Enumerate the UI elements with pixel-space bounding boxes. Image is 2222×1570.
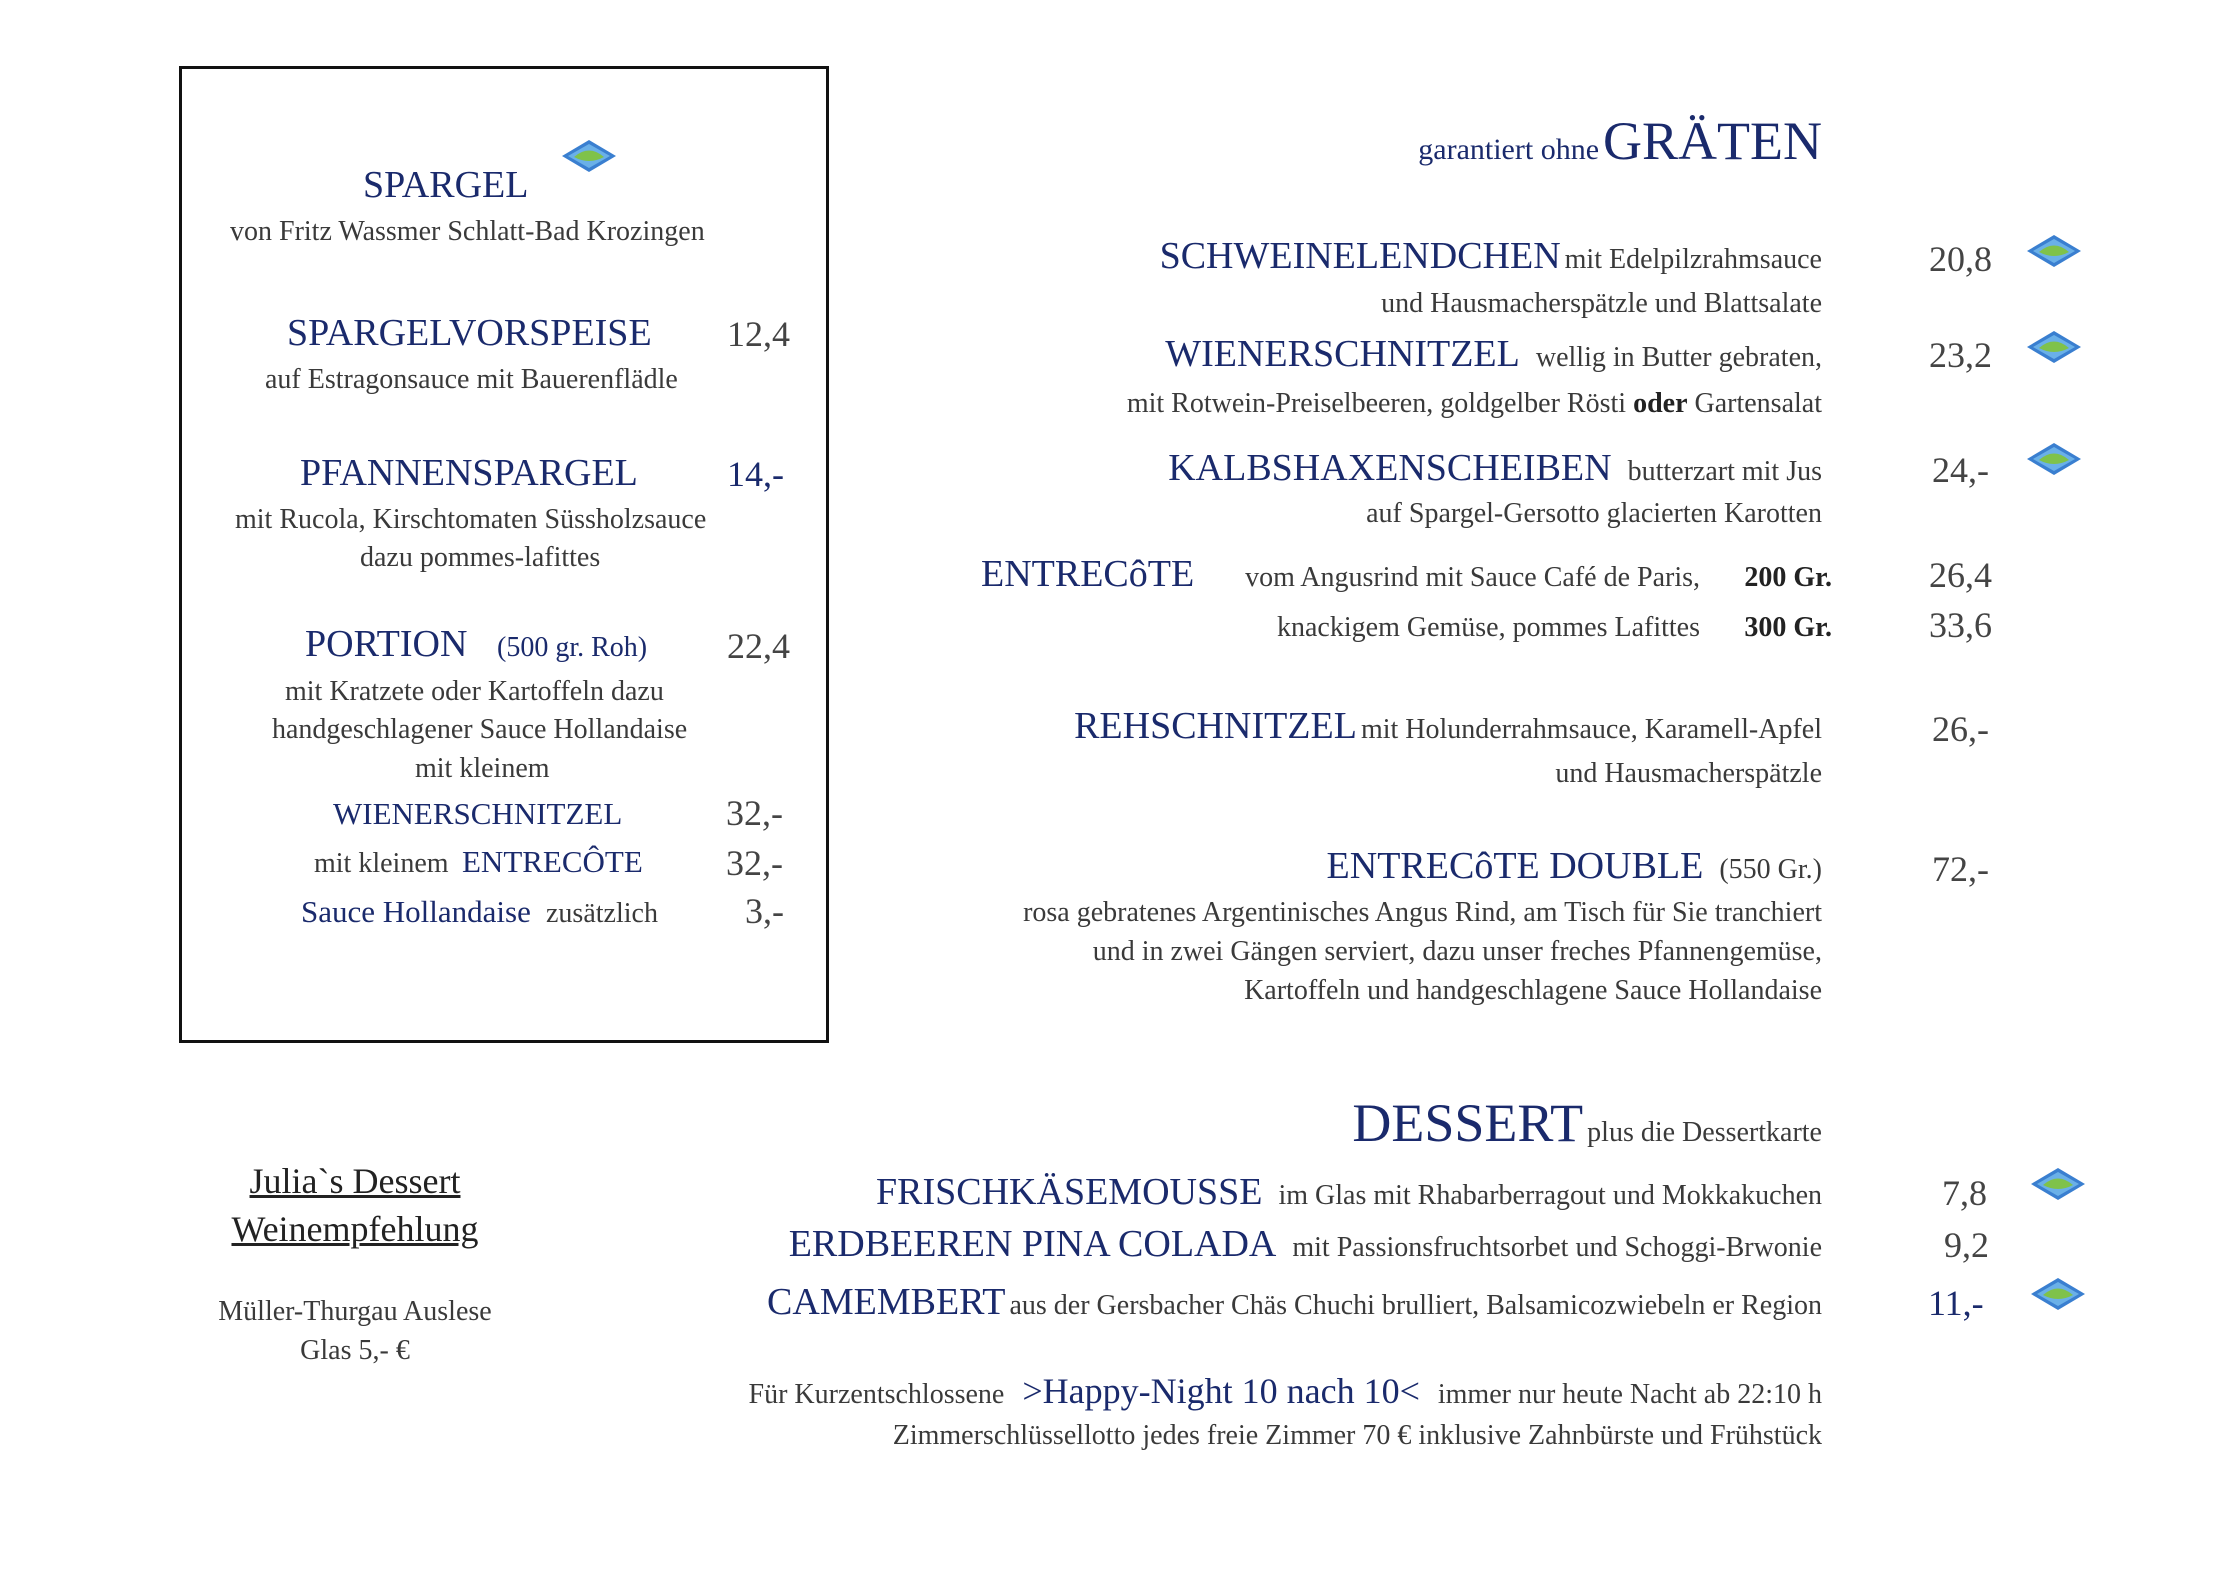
schweinelendchen-name: SCHWEINELENDCHEN xyxy=(1159,235,1561,277)
recommendation-diamond-icon xyxy=(560,138,618,174)
box-wienerschnitzel-name: WIENERSCHNITZEL xyxy=(333,796,623,831)
entrecote-double-price: 72,- xyxy=(1932,849,1989,889)
wienerschnitzel-row xyxy=(900,332,1822,376)
entrecote-price-2: 33,6 xyxy=(1929,605,1992,645)
wienerschnitzel-name: WIENERSCHNITZEL xyxy=(1165,333,1520,375)
dessert-heading xyxy=(900,1092,1822,1154)
sauce-hollandaise-name: Sauce Hollandaise xyxy=(301,894,531,929)
frischkaesemousse-desc: im Glas mit Rhabarberragout und Mokkakuchen xyxy=(1278,1180,1822,1211)
portion-price: 22,4 xyxy=(727,626,790,666)
entrecote-price-1: 26,4 xyxy=(1929,555,1992,595)
wienerschnitzel-price: 23,2 xyxy=(1929,335,1992,375)
spargelvorspeise-desc: auf Estragonsauce mit Bauerenflädle xyxy=(265,364,678,395)
entrecote-double-desc-2: und in zwei Gängen serviert, dazu unser freches Pfannengemüse, xyxy=(1092,936,1822,967)
entrecote-double-row xyxy=(900,844,1822,888)
kalbshaxenscheiben-name: KALBSHAXENSCHEIBEN xyxy=(1168,447,1612,489)
heading-title: GRÄTEN xyxy=(1603,111,1822,171)
camembert-name: CAMEMBERT xyxy=(767,1281,1006,1323)
footer-line-1 xyxy=(600,1370,1822,1412)
entrecote-size-1: 200 Gr. xyxy=(1744,562,1832,593)
wine-name: Müller-Thurgau Auslese xyxy=(218,1296,492,1327)
spargelvorspeise-price: 12,4 xyxy=(727,314,790,354)
heading-prefix: garantiert ohne xyxy=(1418,133,1600,166)
rehschnitzel-desc-1: mit Holunderrahmsauce, Karamell-Apfel xyxy=(1360,714,1822,745)
portion-name: PORTION xyxy=(305,623,468,665)
kalbshaxenscheiben-desc-2: auf Spargel-Gersotto glacierten Karotten xyxy=(1366,498,1822,529)
camembert-desc: aus der Gersbacher Chäs Chuchi brulliert, Balsamicozwiebeln er Region xyxy=(1009,1290,1822,1321)
recommendation-diamond-icon xyxy=(2029,1276,2087,1312)
spargelvorspeise-name: SPARGELVORSPEISE xyxy=(287,312,652,354)
recommendation-diamond-icon xyxy=(2025,441,2083,477)
schweinelendchen-price: 20,8 xyxy=(1929,239,1992,279)
happy-night-highlight: >Happy-Night 10 nach 10< xyxy=(1022,1371,1420,1411)
schweinelendchen-row xyxy=(900,234,1822,278)
entrecote-desc-1: vom Angusrind mit Sauce Café de Paris, xyxy=(1245,562,1700,593)
erdbeeren-price: 9,2 xyxy=(1944,1225,1989,1265)
kalbshaxenscheiben-row xyxy=(900,446,1822,490)
spargel-subtitle: von Fritz Wassmer Schlatt-Bad Krozingen xyxy=(230,216,705,247)
portion-desc-1: mit Kratzete oder Kartoffeln dazu xyxy=(285,676,664,707)
portion-desc-2: handgeschlagener Sauce Hollandaise xyxy=(272,714,688,745)
portion-desc-3: mit kleinem xyxy=(415,753,550,784)
wienerschnitzel-desc-2 xyxy=(900,388,1822,420)
entrecote-double-note: (550 Gr.) xyxy=(1719,854,1822,885)
wienerschnitzel-desc-2b: oder xyxy=(1633,388,1688,419)
spargel-title: SPARGEL xyxy=(363,164,529,206)
pfannenspargel-desc-1: mit Rucola, Kirschtomaten Süssholzsauce xyxy=(235,504,707,535)
wienerschnitzel-desc-2c: Gartensalat xyxy=(1694,388,1822,419)
wine-price: Glas 5,- € xyxy=(300,1335,410,1366)
kalbshaxenscheiben-price: 24,- xyxy=(1932,450,1989,490)
recommendation-diamond-icon xyxy=(2025,233,2083,269)
wienerschnitzel-desc-1: wellig in Butter gebraten, xyxy=(1535,342,1822,373)
entrecote-double-desc-3: Kartoffeln und handgeschlagene Sauce Hollandaise xyxy=(1244,975,1822,1006)
sauce-hollandaise-suffix: zusätzlich xyxy=(546,898,658,929)
box-wienerschnitzel-price: 32,- xyxy=(726,793,783,833)
schweinelendchen-desc-2: und Hausmacherspätzle und Blattsalate xyxy=(1381,288,1822,319)
entrecote-size-2: 300 Gr. xyxy=(1744,612,1832,643)
box-entrecote-name: ENTRECÔTE xyxy=(462,844,643,879)
wine-heading-2: Weinempfehlung xyxy=(231,1209,479,1249)
pfannenspargel-name: PFANNENSPARGEL xyxy=(300,452,638,494)
erdbeeren-desc: mit Passionsfruchtsorbet und Schoggi-Brwonie xyxy=(1292,1232,1822,1263)
rehschnitzel-row xyxy=(900,704,1822,748)
pfannenspargel-price: 14,- xyxy=(727,454,784,494)
frischkaesemousse-name: FRISCHKÄSEMOUSSE xyxy=(876,1171,1263,1213)
kalbshaxenscheiben-desc-1: butterzart mit Jus xyxy=(1627,456,1822,487)
rehschnitzel-price: 26,- xyxy=(1932,709,1989,749)
recommendation-diamond-icon xyxy=(2025,329,2083,365)
dessert-title: DESSERT xyxy=(1352,1093,1584,1153)
wine-heading-1: Julia`s Dessert xyxy=(249,1161,461,1201)
entrecote-double-desc-1: rosa gebratenes Argentinisches Angus Rind, am Tisch für Sie tranchiert xyxy=(1023,897,1822,928)
pfannenspargel-desc-2: dazu pommes-lafittes xyxy=(360,542,601,573)
box-entrecote-prefix: mit kleinem xyxy=(314,848,449,879)
entrecote-double-name: ENTRECôTE DOUBLE xyxy=(1326,845,1704,887)
entrecote-desc-2: knackigem Gemüse, pommes Lafittes xyxy=(1277,612,1700,643)
rehschnitzel-name: REHSCHNITZEL xyxy=(1074,705,1357,747)
portion-note: (500 gr. Roh) xyxy=(497,632,648,663)
erdbeeren-name: ERDBEEREN PINA COLADA xyxy=(788,1223,1277,1265)
wienerschnitzel-desc-2a: mit Rotwein-Preiselbeeren, goldgelber Rösti xyxy=(1126,388,1627,419)
camembert-row xyxy=(700,1280,1822,1324)
footer-line-2: Zimmerschlüssellotto jedes freie Zimmer 70 € inklusive Zahnbürste und Frühstück xyxy=(892,1420,1822,1451)
footer-line1-suffix: immer nur heute Nacht ab 22:10 h xyxy=(1437,1379,1822,1410)
page-heading xyxy=(1100,110,1822,172)
box-entrecote-price: 32,- xyxy=(726,843,783,883)
camembert-price: 11,- xyxy=(1928,1283,1984,1323)
entrecote-name: ENTRECôTE xyxy=(981,553,1195,595)
rehschnitzel-desc-2: und Hausmacherspätzle xyxy=(1555,758,1822,789)
schweinelendchen-desc-1: mit Edelpilzrahmsauce xyxy=(1564,244,1822,275)
frischkaesemousse-price: 7,8 xyxy=(1942,1173,1987,1213)
recommendation-diamond-icon xyxy=(2029,1166,2087,1202)
footer-line1-prefix: Für Kurzentschlossene xyxy=(748,1379,1005,1410)
dessert-subtitle: plus die Dessertkarte xyxy=(1587,1117,1822,1148)
sauce-hollandaise-price: 3,- xyxy=(745,891,784,931)
frischkaesemousse-row xyxy=(700,1170,1822,1214)
erdbeeren-row xyxy=(700,1222,1822,1266)
